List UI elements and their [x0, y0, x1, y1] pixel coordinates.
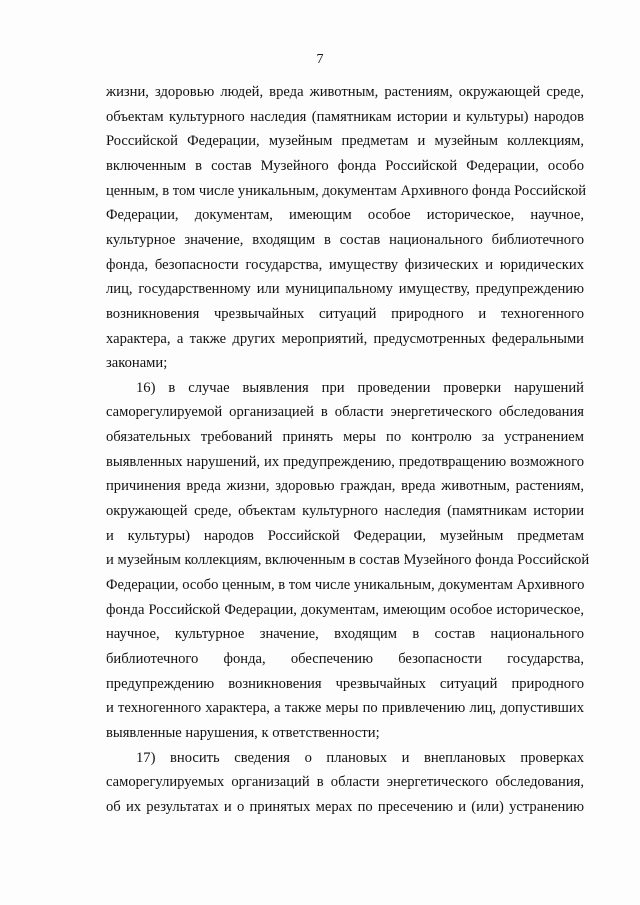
text-line: фонда Российской Федерации, документам, имеющим особое историческое, — [106, 601, 584, 618]
text-line: ценным, в том числе уникальным, документам Архивного фонда Российской — [106, 182, 587, 199]
text-line: жизни, здоровью людей, вреда животным, растениям, окружающей среде, — [106, 84, 584, 100]
text-line: характера, а также других мероприятий, предусмотренных федеральными — [106, 330, 584, 347]
text-line: саморегулируемой организацией в области энергетического обследования — [106, 404, 584, 421]
text-line: Российской Федерации, музейным предметам и музейным коллекциям, — [106, 133, 584, 150]
text-line: включенным в состав Музейного фонда Российской Федерации, особо — [106, 157, 584, 174]
text-line: и музейным коллекциям, включенным в состав Музейного фонда Российской — [106, 552, 590, 569]
text-line: культурное значение, входящим в состав национального библиотечного — [106, 231, 584, 248]
text-line: объектам культурного наследия (памятникам истории и культуры) народов — [106, 108, 584, 125]
text-line: об их результатах и о принятых мерах по пресечению и (или) устранению — [106, 798, 584, 815]
text-line: Федерации, документам, имеющим особое историческое, научное, — [106, 207, 584, 224]
text-line: научное, культурное значение, входящим в состав национального — [106, 626, 584, 643]
text-line: библиотечного фонда, обеспечению безопасности государства, — [106, 650, 584, 667]
text-line: лиц, государственному или муниципальному имуществу, предупреждению — [106, 281, 584, 298]
text-line: выявленных нарушений, их предупреждению, предотвращению возможного — [106, 453, 584, 470]
text-line: Федерации, особо ценным, в том числе уникальным, документам Архивного — [106, 577, 585, 593]
text-line: причинения вреда жизни, здоровью граждан, вреда животным, растениям, — [106, 478, 584, 495]
text-line: выявленные нарушения, к ответственности; — [106, 724, 380, 741]
text-line: 17) вносить сведения о плановых и внеплановых проверках — [136, 749, 584, 766]
text-line: фонда, безопасности государства, имуществу физических и юридических — [106, 256, 584, 273]
text-line: законами; — [106, 355, 168, 372]
page-number: 7 — [316, 52, 324, 67]
text-line: саморегулируемых организаций в области энергетического обследования, — [106, 774, 584, 791]
text-line: 16) в случае выявления при проведении проверки нарушений — [136, 379, 584, 396]
text-line: возникновения чрезвычайных ситуаций природного и техногенного — [106, 305, 584, 322]
text-line: обязательных требований принять меры по контролю за устранением — [106, 429, 584, 446]
text-line: окружающей среде, объектам культурного наследия (памятникам истории — [106, 503, 584, 520]
text-line: и культуры) народов Российской Федерации, музейным предметам — [106, 527, 584, 544]
text-line: предупреждению возникновения чрезвычайных ситуаций природного — [106, 675, 584, 692]
text-line: и техногенного характера, а также меры по привлечению лиц, допустивших — [106, 700, 584, 717]
